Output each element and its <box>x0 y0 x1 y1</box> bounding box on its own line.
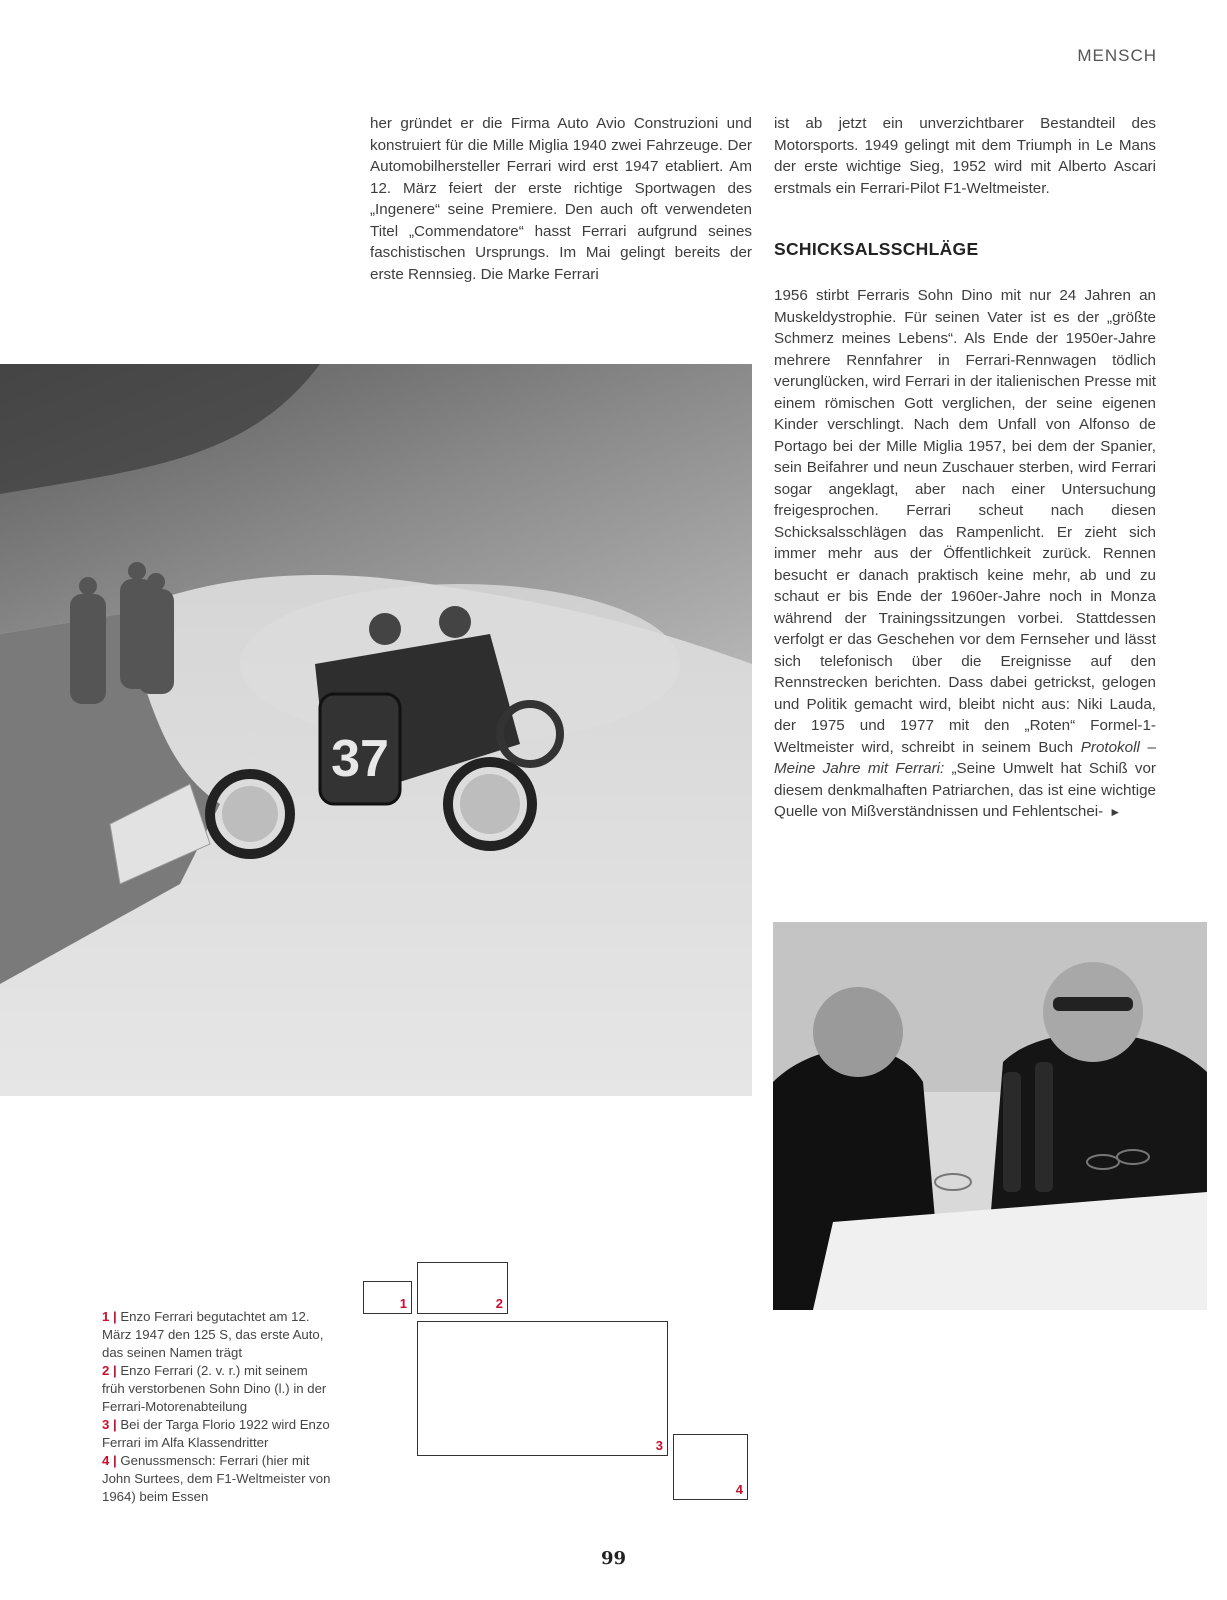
caption-3 <box>102 1416 334 1452</box>
layout-box-4 <box>673 1434 748 1500</box>
section-heading: SCHICKSALSSCHLÄGE <box>774 239 979 259</box>
section-label: MENSCH <box>1077 46 1157 65</box>
book-title: Protokoll – Meine Jahre mit Ferrari: <box>774 738 1156 777</box>
layout-box-number: 1 <box>399 1296 407 1311</box>
caption-text: Enzo Ferrari (2. v. r.) mit seinem früh verstorbenen Sohn Dino (l.) in der Ferrari-Motorenabteilung <box>102 1363 327 1414</box>
dinner-photo-illustration <box>773 922 1207 1310</box>
body-text: 1956 stirbt Ferraris Sohn Dino mit nur 24 Jahren an Muskeldystrophie. Für seinen Vater ist es der „größte Schmerz meines Lebens“. Als Ende der 1950er-Jahre mehrere Rennfahrer in Ferrari-Rennwagen tödlich verunglücken, wird Ferrari in der italienischen Presse mit einem römischen Gott verglichen, der seine eigenen Kinder verschlingt. Nach dem Unfall von Alfonso de Portago bei der Mille Miglia 1957, bei dem der Spanier, sein Beifahrer und neun Zuschauer sterben, wird Ferrari sogar angeklagt, aber nach einer Untersuchung freigesprochen. Ferrari scheut nach diesen Schicksalsschlägen das Rampenlicht. Er zieht sich immer mehr aus der Öffentlichkeit zurück. Rennen besucht er danach praktisch keine mehr, ab und zu schaut er bis Ende der 1960er-Jahre noch in Monza während der Trainingssitzungen vorbei. Stattdessen verfolgt er das Geschehen vor dem Fernseher und lässt sich telefonisch über die Ereignisse auf den Rennstrecken berichten. Dass dabei getrickst, gelogen und Politik gemacht wird, bleibt nicht aus: Niki Lauda, der 1975 und 1977 mit den „Roten“ Formel-1-Weltmeister wird, schreibt in seinem Buch <box>774 287 1156 756</box>
caption-2 <box>102 1362 334 1416</box>
car-number: 37 <box>331 730 389 788</box>
caption-text: Bei der Targa Florio 1922 wird Enzo Ferrari im Alfa Klassendritter <box>102 1417 330 1450</box>
race-photo-illustration <box>0 364 752 1096</box>
layout-box-2 <box>417 1262 508 1314</box>
layout-box-number: 2 <box>495 1296 503 1311</box>
page-number: 99 <box>600 1548 627 1569</box>
caption-number: 3 | <box>102 1417 117 1432</box>
layout-box-number: 3 <box>655 1438 663 1453</box>
photo-captions <box>102 1308 334 1506</box>
caption-number: 4 | <box>102 1453 117 1468</box>
article-column-1: her gründet er die Firma Auto Avio Construzioni und konstruiert für die Mille Miglia 1940 zwei Fahrzeuge. Der Automobilhersteller Ferrari wird erst 1947 etabliert. Am 12. März feiert der erste richtige Sportwagen des „Ingenere“ seine Premiere. Den auch oft verwendeten Titel „Commendatore“ hasst Ferrari aufgrund seines faschistischen Ursprungs. Im Mai gelingt bereits der erste Rennsieg. Die Marke Ferrari <box>370 115 752 283</box>
layout-box-1 <box>363 1281 412 1314</box>
body-text-continued: „Seine Umwelt hat Schiß vor diesem denkmalhaften Patriarchen, das ist eine wichtige Quelle von Mißverständnissen und Fehlentschei- <box>774 760 1156 820</box>
caption-text: Enzo Ferrari begutachtet am 12. März 1947 den 125 S, das erste Auto, das seinen Namen trägt <box>102 1309 324 1360</box>
article-column-2-intro: ist ab jetzt ein unverzichtbarer Bestandteil des Motorsports. 1949 gelingt mit dem Triumph in Le Mans der erste wichtige Sieg, 1952 wird mit Alberto Ascari erstmals ein Ferrari-Pilot F1-Weltmeister. <box>774 115 1156 197</box>
caption-number: 1 | <box>102 1309 117 1324</box>
article-column-2-body <box>774 285 1156 824</box>
continue-arrow-icon: ► <box>1109 805 1122 819</box>
caption-text: Genussmensch: Ferrari (hier mit John Surtees, dem F1-Weltmeister von 1964) beim Essen <box>102 1453 331 1504</box>
caption-4 <box>102 1452 334 1506</box>
caption-number: 2 | <box>102 1363 117 1378</box>
dinner-photo <box>773 922 1207 1310</box>
layout-box-number: 4 <box>735 1482 743 1497</box>
caption-1 <box>102 1308 334 1362</box>
race-photo <box>0 364 752 1096</box>
layout-box-3 <box>417 1321 668 1456</box>
